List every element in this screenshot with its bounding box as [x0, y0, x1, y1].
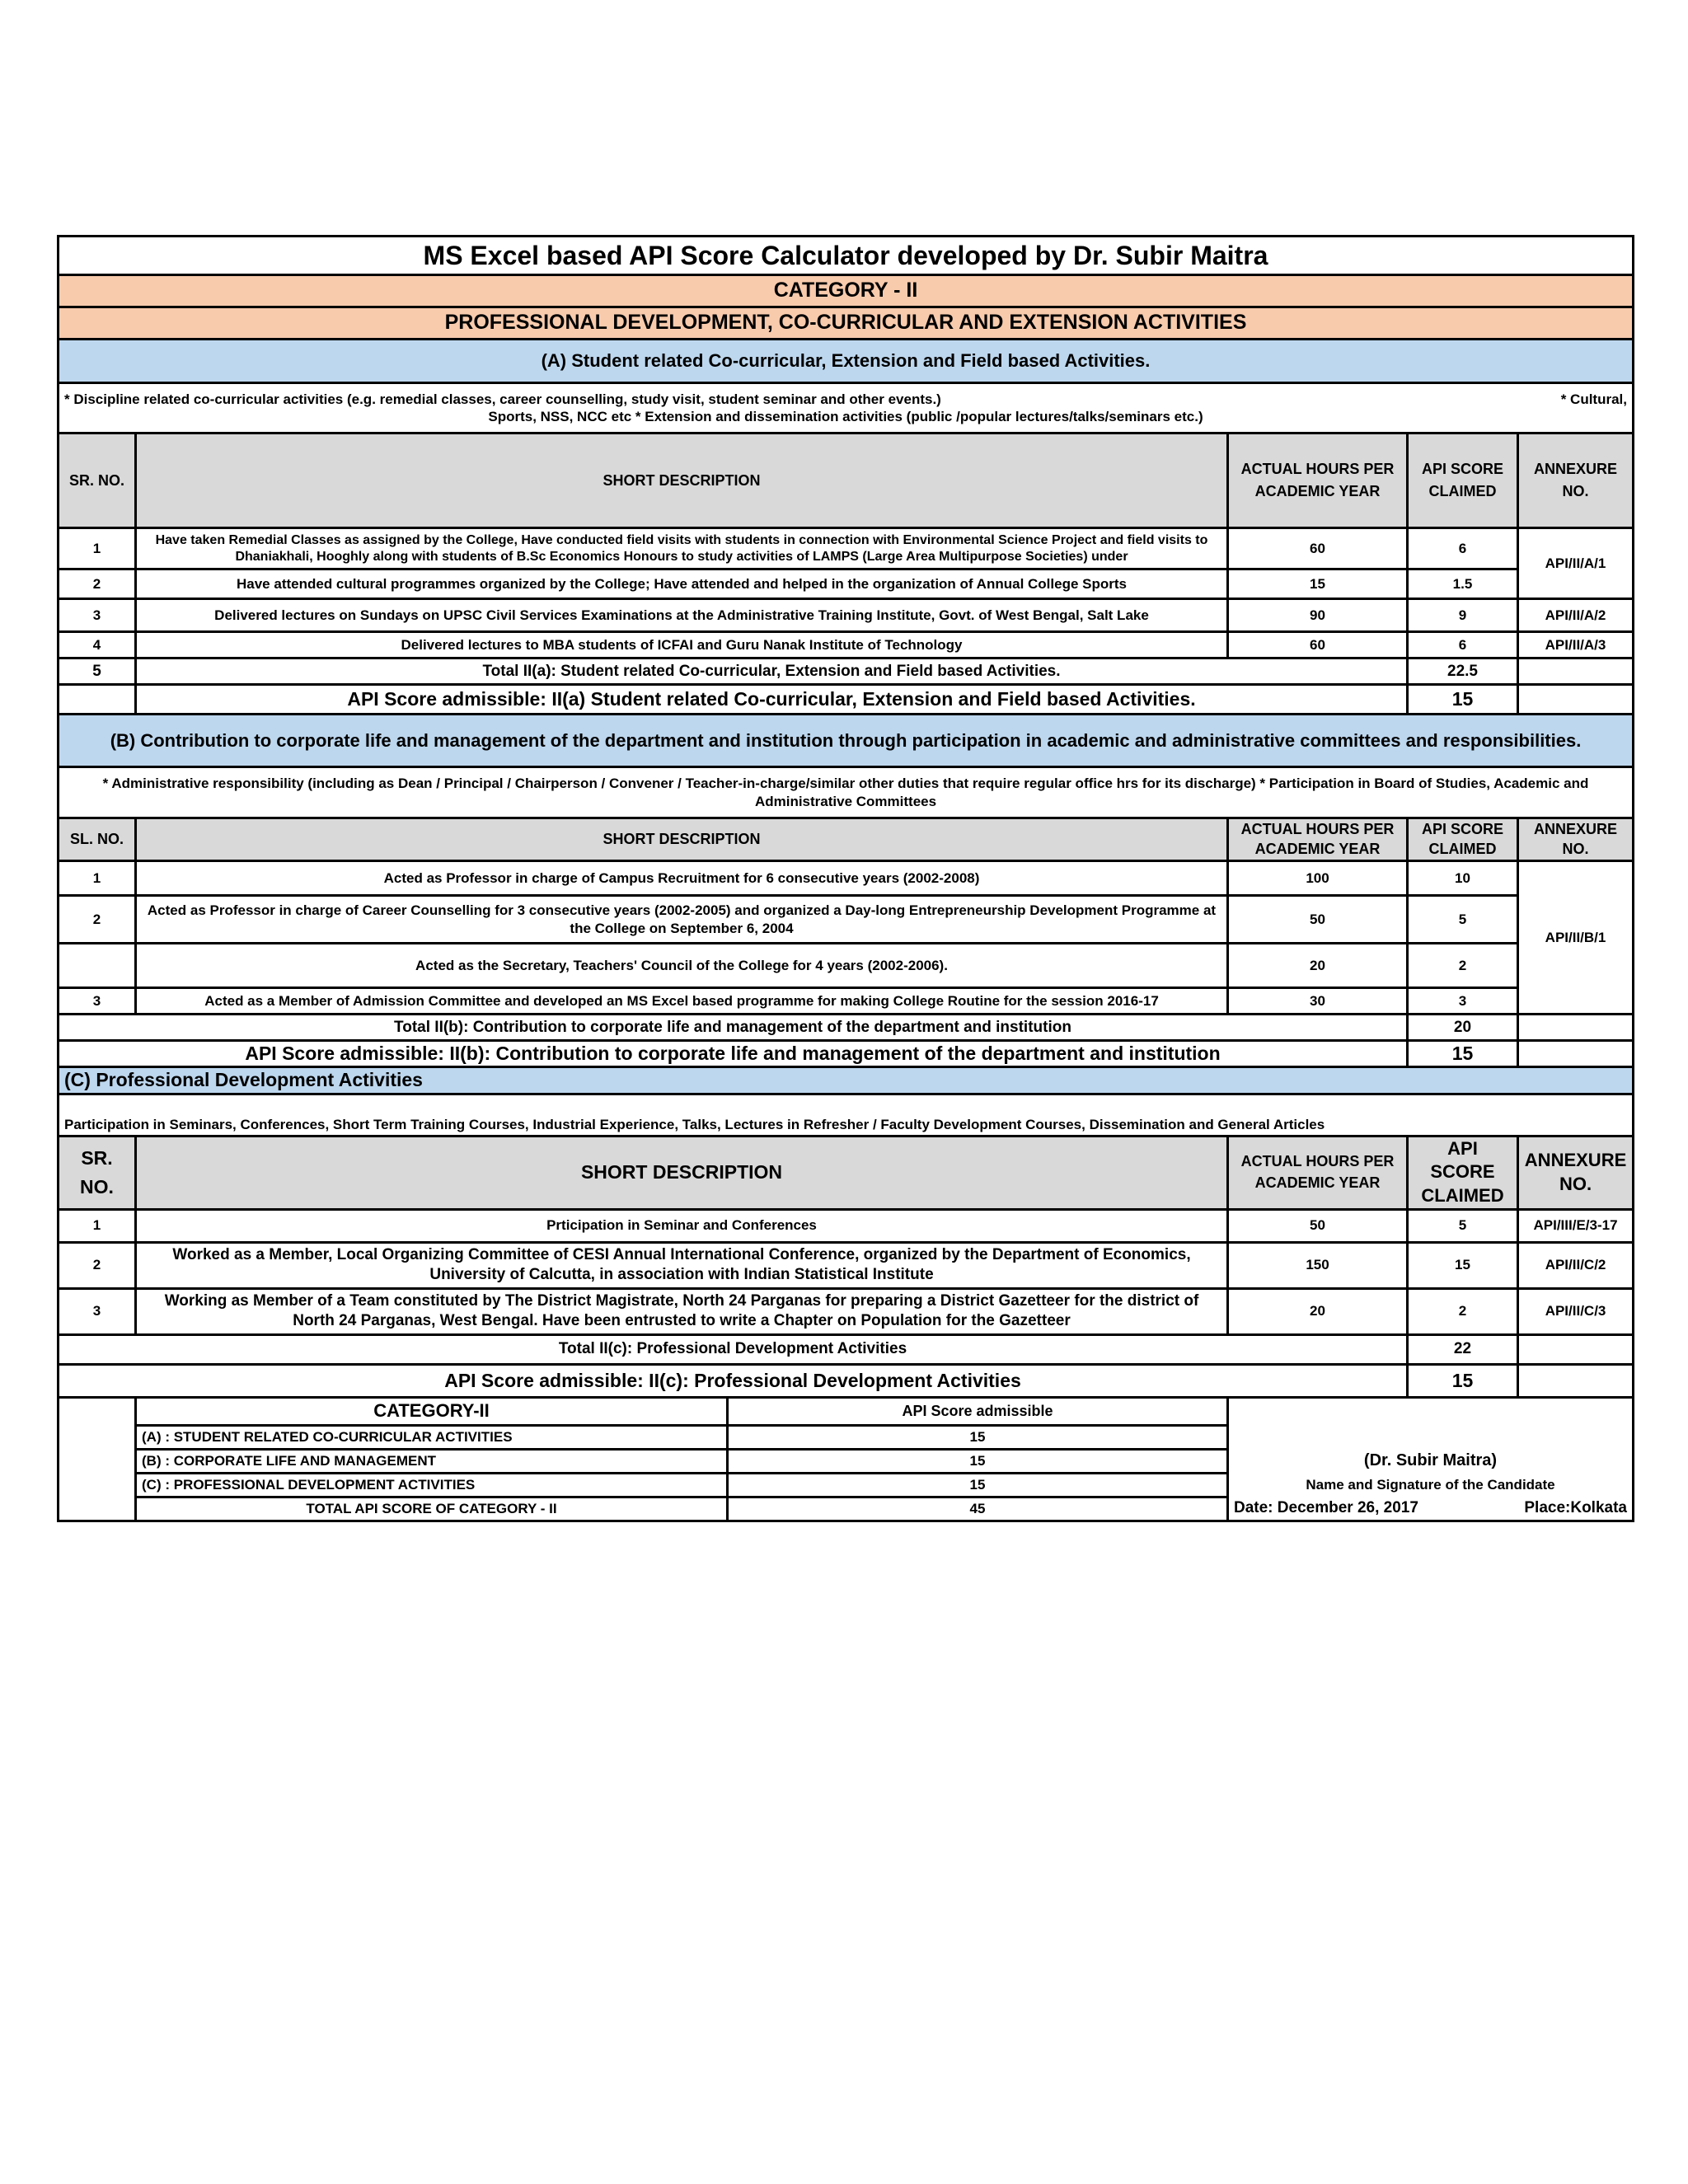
section-c-table: [57, 1066, 1634, 1399]
row-desc: Have taken Remedial Classes as assigned by the College, Have conducted field visits with students in connection with Environmental Science Project and field visits to Dhaniakhali, Hooghly along with students of B.Sc Economics Honours to study activities of LAMPS (Large Area Multipurpose Societies) under: [136, 528, 1228, 569]
summary-total-row: [59, 1497, 1634, 1521]
admissible-annex: [1518, 1041, 1634, 1067]
col-header-desc: SHORT DESCRIPTION: [136, 818, 1228, 861]
col-header-annex: ANNEXURE NO.: [1518, 818, 1634, 861]
table-row: [59, 988, 1634, 1015]
page-title: MS Excel based API Score Calculator developed by Dr. Subir Maitra: [59, 237, 1634, 275]
section-c-title: (C) Professional Development Activities: [59, 1066, 1634, 1094]
section-b-note: * Administrative responsibility (including as Dean / Principal / Chairperson / Convener / Teacher-in-charge/similar other duties that require regular office hrs for its discharge) * Participation in Board of Studies, Academic and Administrative Committees: [59, 767, 1634, 818]
total-annex: [1518, 1015, 1634, 1041]
row-hours: 30: [1228, 988, 1408, 1015]
col-header-hours: ACTUAL HOURS PER ACADEMIC YEAR: [1228, 1136, 1408, 1209]
row-desc: Delivered lectures to MBA students of ICFAI and Guru Nanak Institute of Technology: [136, 632, 1228, 658]
row-score: 15: [1408, 1242, 1518, 1288]
section-a-note: [59, 383, 1634, 434]
row-desc: Delivered lectures on Sundays on UPSC Civil Services Examinations at the Administrative Training Institute, Govt. of West Bengal, Salt Lake: [136, 599, 1228, 632]
row-sr: 2: [59, 569, 136, 599]
total-label: Total II(b): Contribution to corporate life and management of the department and institution: [59, 1015, 1408, 1041]
row-annex: API/II/C/2: [1518, 1242, 1634, 1288]
col-header-desc: SHORT DESCRIPTION: [136, 434, 1228, 528]
row-annex: API/III/E/3-17: [1518, 1209, 1634, 1242]
category-label: CATEGORY - II: [59, 275, 1634, 307]
summary-value: 15: [728, 1449, 1228, 1473]
table-row: [59, 632, 1634, 658]
summary-spacer: [59, 1397, 136, 1521]
total-sr: 5: [59, 658, 136, 685]
col-header-annex: ANNEXURE NO.: [1518, 1136, 1634, 1209]
col-header-sr: SR. NO.: [59, 1136, 136, 1209]
admissible-value: 15: [1408, 1364, 1518, 1397]
row-desc: Acted as Professor in charge of Campus Recruitment for 6 consecutive years (2002-2008): [136, 861, 1228, 896]
row-score: 3: [1408, 988, 1518, 1015]
row-annex: API/II/B/1: [1518, 861, 1634, 1015]
api-score-sheet: [57, 235, 1632, 1522]
summary-label: (B) : CORPORATE LIFE AND MANAGEMENT: [136, 1449, 728, 1473]
admissible-value: 15: [1408, 1041, 1518, 1067]
section-a-note-line1-right: * Cultural,: [1560, 391, 1627, 407]
row-sr: 2: [59, 1242, 136, 1288]
row-score: 6: [1408, 632, 1518, 658]
row-hours: 90: [1228, 599, 1408, 632]
summary-header-left: CATEGORY-II: [136, 1397, 728, 1425]
row-hours: 20: [1228, 944, 1408, 988]
row-score: 6: [1408, 528, 1518, 569]
summary-header-right: API Score admissible: [728, 1397, 1228, 1425]
col-header-hours: ACTUAL HOURS PER ACADEMIC YEAR: [1228, 434, 1408, 528]
admissible-label: API Score admissible: II(b): Contribution to corporate life and management of the department and institution: [59, 1041, 1408, 1067]
table-row: [59, 599, 1634, 632]
row-desc: Have attended cultural programmes organized by the College; Have attended and helped in the organization of Annual College Sports: [136, 569, 1228, 599]
table-row: [59, 1242, 1634, 1288]
signature-date-place: [1228, 1497, 1634, 1521]
admissible-row: [59, 685, 1634, 715]
summary-value: 15: [728, 1425, 1228, 1449]
admissible-label: API Score admissible: II(a) Student related Co-curricular, Extension and Field based Activities.: [136, 685, 1408, 715]
col-header-sr: SL. NO.: [59, 818, 136, 861]
col-header-score: API SCORE CLAIMED: [1408, 818, 1518, 861]
row-annex: API/II/A/3: [1518, 632, 1634, 658]
row-desc: Acted as the Secretary, Teachers' Council of the College for 4 years (2002-2006).: [136, 944, 1228, 988]
row-desc: Worked as a Member, Local Organizing Committee of CESI Annual International Conference, organized by the Department of Economics, University of Calcutta, in association with Indian Statistical Institute: [136, 1242, 1228, 1288]
row-sr: 1: [59, 1209, 136, 1242]
row-score: 10: [1408, 861, 1518, 896]
row-desc: Acted as Professor in charge of Career Counselling for 3 consecutive years (2002-2005) and organized a Day-long Entrepreneurship Development Programme at the College on September 6, 2004: [136, 896, 1228, 944]
row-sr: 1: [59, 861, 136, 896]
col-header-score: API SCORE CLAIMED: [1408, 434, 1518, 528]
row-hours: 20: [1228, 1288, 1408, 1334]
section-c-note: Participation in Seminars, Conferences, Short Term Training Courses, Industrial Experience, Talks, Lectures in Refresher / Faculty Development Courses, Dissemination and General Articles: [59, 1094, 1634, 1136]
section-a-note-line2: Sports, NSS, NCC etc * Extension and dissemination activities (public /popular lectures/talks/seminars etc.): [488, 409, 1203, 424]
total-label: Total II(a): Student related Co-curricular, Extension and Field based Activities.: [136, 658, 1408, 685]
col-header-score: API SCORE CLAIMED: [1408, 1136, 1518, 1209]
row-score: 5: [1408, 896, 1518, 944]
summary-table: [57, 1396, 1634, 1522]
table-row: [59, 569, 1634, 599]
total-row: [59, 1015, 1634, 1041]
summary-row: [59, 1473, 1634, 1497]
row-score: 5: [1408, 1209, 1518, 1242]
section-a-title: (A) Student related Co-curricular, Extension and Field based Activities.: [59, 340, 1634, 383]
table-row: [59, 528, 1634, 569]
summary-row: [59, 1449, 1634, 1473]
total-annex: [1518, 658, 1634, 685]
row-sr: [59, 944, 136, 988]
table-row: [59, 944, 1634, 988]
admissible-row: [59, 1041, 1634, 1067]
category-title: PROFESSIONAL DEVELOPMENT, CO-CURRICULAR AND EXTENSION ACTIVITIES: [59, 307, 1634, 340]
row-sr: 2: [59, 896, 136, 944]
total-row: [59, 658, 1634, 685]
summary-value: 15: [728, 1473, 1228, 1497]
admissible-row: [59, 1364, 1634, 1397]
total-row: [59, 1334, 1634, 1364]
row-hours: 15: [1228, 569, 1408, 599]
admissible-sr: [59, 685, 136, 715]
signature-date: Date: December 26, 2017: [1234, 1498, 1418, 1516]
signature-place: Place:Kolkata: [1524, 1498, 1627, 1516]
summary-total-value: 45: [728, 1497, 1228, 1521]
row-score: 2: [1408, 944, 1518, 988]
row-sr: 1: [59, 528, 136, 569]
row-sr: 3: [59, 1288, 136, 1334]
section-b-table: [57, 713, 1634, 1068]
row-desc: Working as Member of a Team constituted by The District Magistrate, North 24 Parganas for preparing a District Gazetteer for the district of North 24 Parganas, West Bengal. Have been entrusted to write a Chapter on Population for the Gazetteer: [136, 1288, 1228, 1334]
row-annex: API/II/A/2: [1518, 599, 1634, 632]
summary-label: (C) : PROFESSIONAL DEVELOPMENT ACTIVITIES: [136, 1473, 728, 1497]
row-desc: Prticipation in Seminar and Conferences: [136, 1209, 1228, 1242]
total-annex: [1518, 1334, 1634, 1364]
summary-label: (A) : STUDENT RELATED CO-CURRICULAR ACTIVITIES: [136, 1425, 728, 1449]
row-score: 2: [1408, 1288, 1518, 1334]
section-b-title: (B) Contribution to corporate life and management of the department and institution through participation in academic and administrative committees and responsibilities.: [59, 715, 1634, 767]
row-desc: Acted as a Member of Admission Committee and developed an MS Excel based programme for making College Routine for the session 2016-17: [136, 988, 1228, 1015]
table-row: [59, 1288, 1634, 1334]
summary-total-label: TOTAL API SCORE OF CATEGORY - II: [136, 1497, 728, 1521]
row-hours: 100: [1228, 861, 1408, 896]
admissible-annex: [1518, 685, 1634, 715]
total-value: 22: [1408, 1334, 1518, 1364]
row-sr: 3: [59, 599, 136, 632]
row-score: 1.5: [1408, 569, 1518, 599]
total-value: 20: [1408, 1015, 1518, 1041]
signature-caption: Name and Signature of the Candidate: [1228, 1473, 1634, 1497]
total-value: 22.5: [1408, 658, 1518, 685]
table-row: [59, 1209, 1634, 1242]
col-header-hours: ACTUAL HOURS PER ACADEMIC YEAR: [1228, 818, 1408, 861]
total-label: Total II(c): Professional Development Activities: [59, 1334, 1408, 1364]
row-hours: 60: [1228, 528, 1408, 569]
row-score: 9: [1408, 599, 1518, 632]
row-hours: 50: [1228, 896, 1408, 944]
section-a-note-line1: * Discipline related co-curricular activities (e.g. remedial classes, career counselling, study visit, student seminar and other events.): [64, 391, 941, 407]
admissible-annex: [1518, 1364, 1634, 1397]
table-row: [59, 861, 1634, 896]
row-hours: 50: [1228, 1209, 1408, 1242]
row-annex: API/II/A/1: [1518, 528, 1634, 599]
row-sr: 3: [59, 988, 136, 1015]
row-hours: 150: [1228, 1242, 1408, 1288]
signature-space: [1228, 1397, 1634, 1449]
col-header-annex: ANNEXURE NO.: [1518, 434, 1634, 528]
col-header-sr: SR. NO.: [59, 434, 136, 528]
row-annex: API/II/C/3: [1518, 1288, 1634, 1334]
row-sr: 4: [59, 632, 136, 658]
signature-name: (Dr. Subir Maitra): [1228, 1449, 1634, 1473]
admissible-label: API Score admissible: II(c): Professional Development Activities: [59, 1364, 1408, 1397]
col-header-desc: SHORT DESCRIPTION: [136, 1136, 1228, 1209]
table-row: [59, 896, 1634, 944]
section-a-table: [57, 235, 1634, 715]
admissible-value: 15: [1408, 685, 1518, 715]
row-hours: 60: [1228, 632, 1408, 658]
